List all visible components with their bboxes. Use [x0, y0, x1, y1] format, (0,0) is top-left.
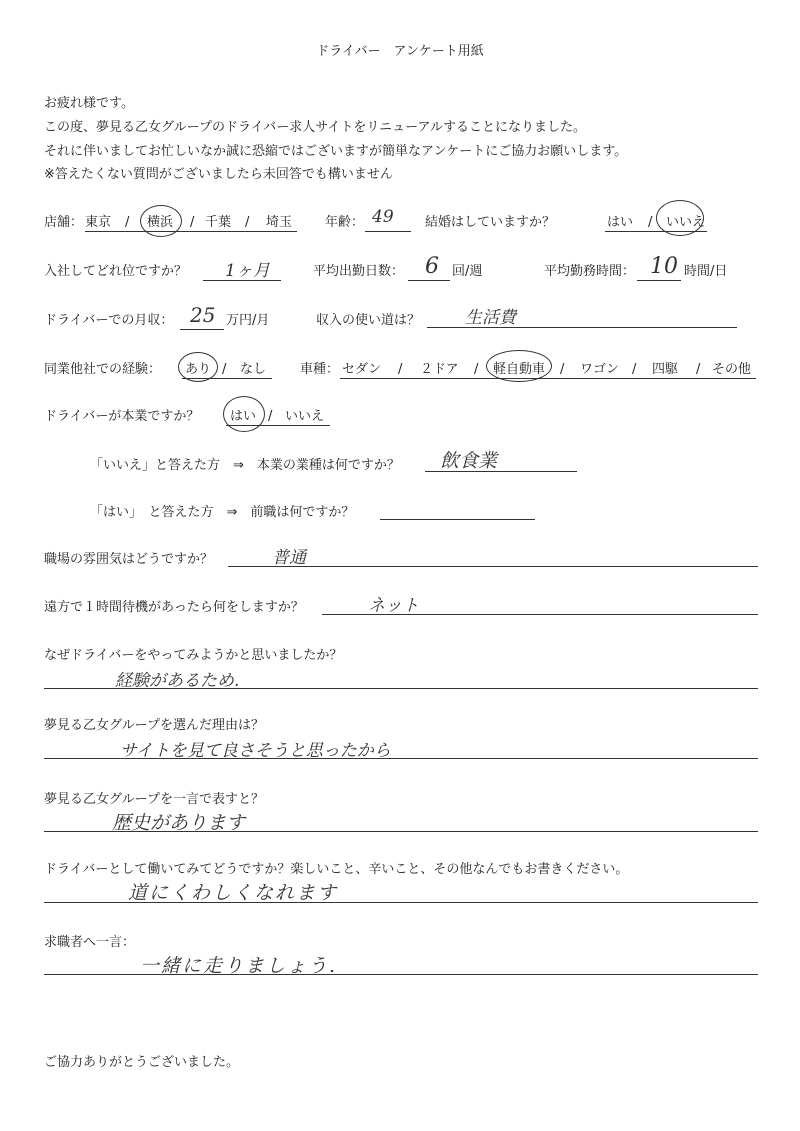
oneword-underline [44, 831, 758, 832]
car-option-kei[interactable]: 軽自動車 [493, 362, 546, 377]
usage-underline [427, 327, 737, 328]
waiting-underline [322, 614, 758, 615]
separator: / [125, 215, 130, 230]
age-label: 年齢： [325, 215, 365, 230]
if-yes-underline [380, 519, 535, 520]
income-underline [180, 329, 224, 330]
married-option-yes[interactable]: はい [607, 215, 634, 230]
experience-option-no[interactable]: なし [240, 362, 267, 377]
age-underline [365, 231, 411, 232]
separator: / [648, 215, 653, 230]
waiting-label: 遠方で１時間待機があったら何をしますか？ [44, 600, 304, 615]
form-title: ドライバー アンケート用紙 [316, 44, 484, 59]
store-option-saitama[interactable]: 埼玉 [266, 215, 293, 230]
car-option-sedan[interactable]: セダン [342, 362, 382, 377]
workdays-label: 平均出勤日数： [313, 264, 405, 279]
store-option-chiba[interactable]: 千葉 [205, 215, 232, 230]
experience-label: 同業他社での経験： [44, 362, 162, 377]
oneword-value[interactable]: 歴史があります [112, 812, 246, 834]
underline [340, 378, 756, 379]
if-no-label: 「いいえ」と答えた方 ⇒ 本業の業種は何ですか？ [90, 458, 400, 473]
workhours-underline [637, 280, 681, 281]
intro-line-2: この度、夢見る乙女グループのドライバー求人サイトをリニューアルすることになりました。 [44, 120, 586, 135]
selection-circle [140, 205, 182, 237]
workhours-label: 平均勤務時間： [544, 264, 636, 279]
married-option-no[interactable]: いいえ [666, 215, 706, 230]
intro-line-1: お疲れ様です。 [44, 96, 134, 111]
underline [85, 231, 297, 232]
married-label: 結婚はしていますか？ [425, 215, 556, 230]
workdays-unit: 回/週 [452, 264, 483, 279]
main-job-label: ドライバーが本業ですか？ [44, 409, 200, 424]
store-label: 店舗： [44, 215, 84, 230]
workhours-value[interactable]: 10 [650, 254, 678, 279]
underline [226, 425, 330, 426]
separator: / [268, 409, 273, 424]
reason-label: 夢見る乙女グループを選んだ理由は？ [44, 718, 264, 733]
waiting-value[interactable]: ネット [368, 596, 419, 616]
message-label: 求職者へ一言： [44, 935, 136, 950]
why-label: なぜドライバーをやってみようかと思いましたか？ [44, 648, 343, 663]
workhours-unit: 時間/日 [684, 264, 728, 279]
separator: / [632, 362, 637, 377]
workdays-underline [408, 280, 450, 281]
if-no-value[interactable]: 飲食業 [440, 450, 498, 472]
separator: / [245, 215, 250, 230]
main-job-option-no[interactable]: いいえ [285, 409, 325, 424]
separator: / [398, 362, 403, 377]
separator: / [474, 362, 479, 377]
underline [605, 231, 707, 232]
intro-line-4: ※答えたくない質問がございましたら未回答でも構いません [44, 167, 393, 182]
store-option-yokohama[interactable]: 横浜 [147, 215, 174, 230]
feelings-underline [44, 902, 758, 903]
store-option-tokyo[interactable]: 東京 [85, 215, 112, 230]
underline [182, 378, 272, 379]
separator: / [560, 362, 565, 377]
why-underline [44, 688, 758, 689]
atmosphere-underline [228, 566, 758, 567]
usage-value[interactable]: 生活費 [465, 308, 516, 328]
income-value[interactable]: 25 [190, 303, 216, 327]
car-option-2door[interactable]: ２ドア [420, 362, 459, 377]
age-value[interactable]: 49 [372, 207, 394, 227]
feelings-value[interactable]: 道にくわしくなれます [128, 882, 339, 904]
tenure-value[interactable]: 1ヶ月 [225, 261, 270, 281]
feelings-label: ドライバーとして働いてみてどうですか？楽しいこと、辛いこと、その他なんでもお書きください。 [44, 862, 629, 877]
car-option-wagon[interactable]: ワゴン [580, 362, 620, 377]
usage-label: 収入の使い道は？ [316, 313, 421, 328]
if-no-underline [425, 471, 577, 472]
tenure-label: 入社してどれ位ですか？ [44, 264, 188, 279]
closing-text: ご協力ありがとうございました。 [44, 1055, 240, 1070]
if-yes-label: 「はい」 と答えた方 ⇒ 前職は何ですか？ [90, 505, 355, 520]
selection-circle [223, 396, 265, 432]
car-option-4wd[interactable]: 四駆 [652, 362, 679, 377]
why-value[interactable]: 経験があるため. [115, 671, 240, 691]
message-value[interactable]: 一緒に走りましょう. [140, 955, 338, 977]
car-label: 車種： [300, 362, 340, 377]
reason-underline [44, 758, 758, 759]
atmosphere-value[interactable]: 普通 [272, 548, 306, 568]
experience-option-yes[interactable]: あり [185, 362, 212, 377]
tenure-underline [203, 280, 281, 281]
intro-line-3: それに伴いましてお忙しいなか誠に恐縮ではございますが簡単なアンケートにご協力お願いします。 [44, 144, 628, 159]
income-label: ドライバーでの月収： [44, 313, 174, 328]
separator: / [696, 362, 701, 377]
atmosphere-label: 職場の雰囲気はどうですか？ [44, 552, 214, 567]
message-underline [44, 974, 758, 975]
separator: / [222, 362, 227, 377]
income-unit: 万円/月 [226, 313, 270, 328]
reason-value[interactable]: サイトを見て良さそうと思ったから [120, 741, 391, 761]
separator: / [190, 215, 195, 230]
oneword-label: 夢見る乙女グループを一言で表すと？ [44, 792, 264, 807]
workdays-value[interactable]: 6 [425, 254, 439, 279]
main-job-option-yes[interactable]: はい [230, 409, 257, 424]
car-option-other[interactable]: その他 [712, 362, 752, 377]
